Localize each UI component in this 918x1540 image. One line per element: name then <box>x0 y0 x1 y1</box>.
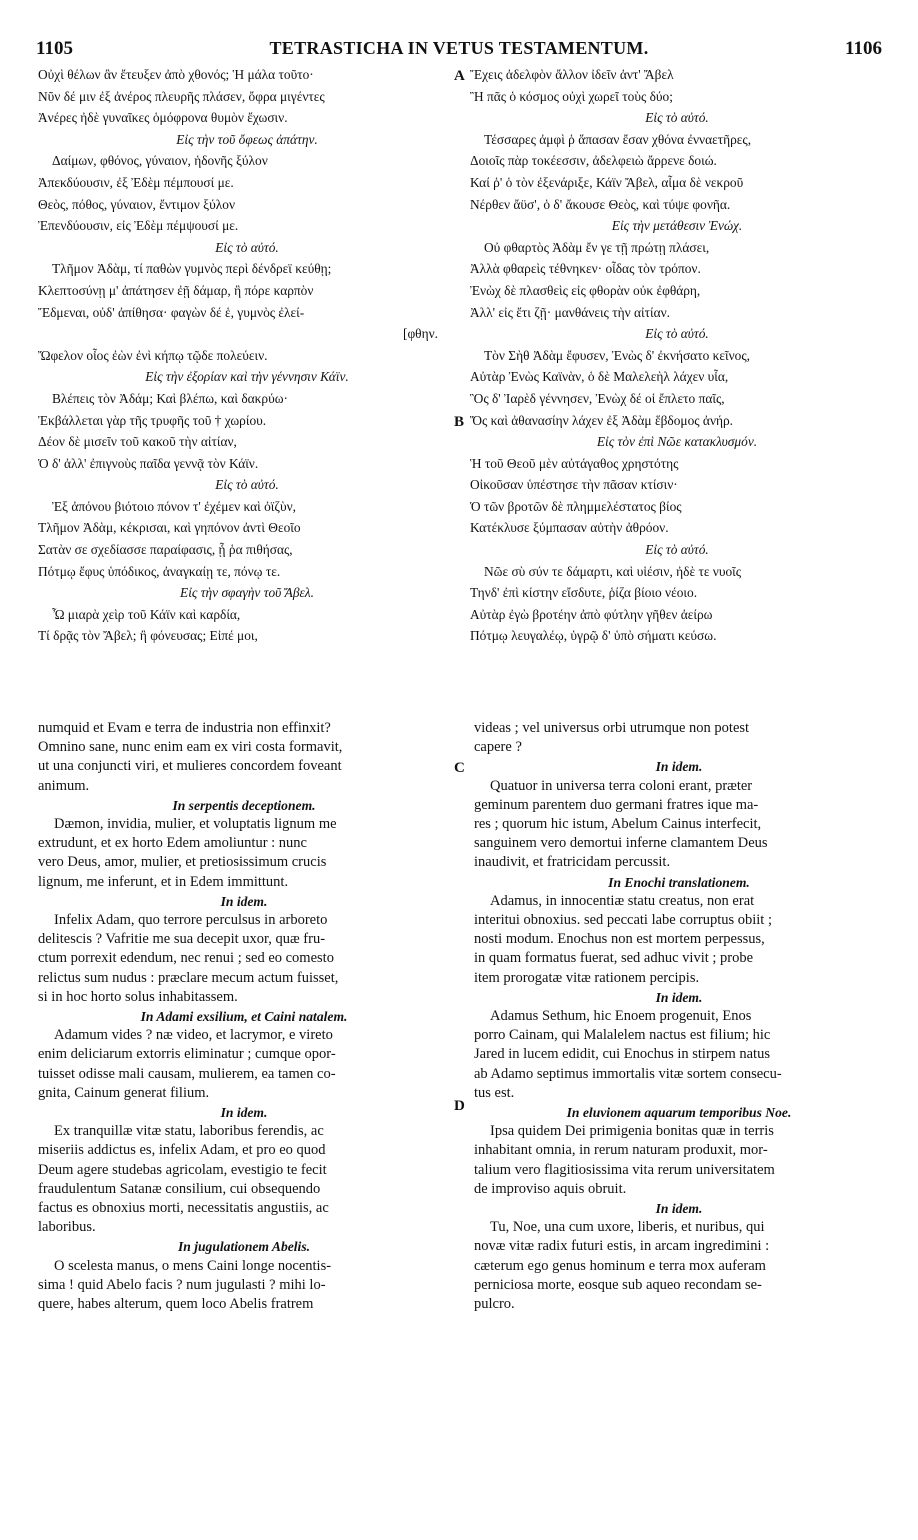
text-line: nosti modum. Enochus non est mortem perpessus, <box>474 931 765 948</box>
text-line: Οὐχὶ θέλων ἂν ἔτευξεν ἀπὸ χθονός; Ἡ μάλα τοῦτο· <box>38 67 314 82</box>
text-line: Ὁ τῶν βροτῶν δὲ πλημμελέστατος βίος <box>470 498 682 514</box>
page-number-left: 1105 <box>36 38 73 59</box>
text-line: talium vero flagitiosissima vita rerum universitatem <box>474 1161 775 1178</box>
text-line: Θεὸς, πόθος, γύναιον, ἔντιμον ξύλον <box>38 196 235 212</box>
text-line: Τί δρᾷς τὸν Ἄβελ; ἢ φόνευσας; Εἰπέ μοι, <box>38 628 258 644</box>
page-number-right: 1106 <box>845 38 882 59</box>
text-line: Τὸν Σὴθ Ἀδὰμ ἔφυσεν, Ἐνὼς δ' ἐκνήσατο κεῖνος, <box>484 347 750 363</box>
paragraph-first-line: Dæmon, invidia, mulier, et voluptatis lignum me <box>54 816 337 833</box>
text-line: Ἔχεις ἀδελφὸν ἄλλον ἰδεῖν ἀντ' Ἄβελ <box>470 67 674 82</box>
text-line: relictus sum nudus : præclare mecum actum fuisset, <box>38 969 339 986</box>
section-heading: In idem. <box>220 893 268 909</box>
section-heading: In serpentis deceptionem. <box>172 797 316 813</box>
text-line: extrudunt, et ex horto Edem amoliuntur : nunc <box>38 835 307 852</box>
column-marker-d: D <box>454 1098 465 1114</box>
text-line: sima ! quid Abelo facis ? num jugulasti ? mihi lo- <box>38 1276 326 1293</box>
paragraph-first-line: Ipsa quidem Dei primigenia bonitas quæ in terris <box>490 1123 774 1140</box>
text-line: numquid et Evam e terra de industria non effinxit? <box>38 720 331 736</box>
text-line: Ὁ δ' ἀλλ' ἐπιγνοὺς παῖδα γεννᾷ τὸν Κάϊν. <box>38 455 259 471</box>
text-line: ctum porrexit edendum, nec renui ; sed eo comesto <box>38 950 334 967</box>
text-line: Ἀνέρες ἠδὲ γυναῖκες ὁμόφρονα θυμὸν ἔχωσιν. <box>38 110 288 126</box>
text-line: Βλέπεις τὸν Ἀδάμ; Καὶ βλέπω, καὶ δακρύω· <box>52 390 288 406</box>
text-line: Ὃς δ' Ἰαρὲδ γέννησεν, Ἐνὼχ δέ οἱ ἔπλετο παῖς, <box>470 390 725 406</box>
text-line: [φθην. <box>402 326 438 342</box>
text-line: fraudulentum Satanæ consilium, cui obsequendo <box>38 1180 321 1197</box>
text-line: Αὐτὰρ ἐγὼ βροτέην ἀπὸ φύτλην γῆθεν ἀείρω <box>470 606 713 622</box>
section-heading: Εἰς τὸν ἐπὶ Νῶε κατακλυσμόν. <box>596 434 758 450</box>
section-heading: Εἰς τὴν τοῦ ὄφεως ἀπάτην. <box>176 131 318 147</box>
text-line: videas ; vel universus orbi utrumque non potest <box>474 720 750 736</box>
paragraph-first-line: Tu, Noe, una cum uxore, liberis, et nuribus, qui <box>490 1219 765 1236</box>
section-heading: In idem. <box>220 1105 268 1121</box>
text-line: pulcro. <box>474 1296 515 1313</box>
text-line: Δαίμων, φθόνος, γύναιον, ἡδονῆς ξύλον <box>52 153 268 169</box>
text-line: Τηνδ' ἐπὶ κίστην εἴσδυτε, ῥίζα βίοιο νέοιο. <box>470 585 698 601</box>
text-line: delitescis ? Vafritie me sua decepit uxor, quæ fru- <box>38 931 326 948</box>
section-heading: Εἰς τὸ αὐτό. <box>215 477 279 493</box>
text-line: res ; quorum hic istum, Abelum Cainus interfecit, <box>474 816 762 833</box>
text-line: Νέρθεν ἄϋσ', ὁ δ' ἄκουσε Θεὸς, καὶ τύψε φονῆα. <box>470 196 731 212</box>
paragraph-first-line: O scelesta manus, o mens Caini longe nocentis- <box>54 1257 332 1274</box>
text-line: enim deliciarum extorris eliminatur ; cumque opor- <box>38 1046 336 1063</box>
text-line: Ὅς καὶ ἀθανασίην λάχεν ἐξ Ἀδὰμ ἕβδομος ἀνήρ. <box>470 412 734 428</box>
section-heading: Εἰς τὸ αὐτό. <box>215 239 279 255</box>
text-line: Ἐνὼχ δὲ πλασθεὶς εἰς φθορὰν οὐκ ἐφθάρη, <box>470 282 701 298</box>
paragraph-first-line: Ex tranquillæ vitæ statu, laboribus ferendis, ac <box>54 1123 324 1140</box>
paragraph-first-line: Adamum vides ? næ video, et lacrymor, e vireto <box>54 1027 333 1044</box>
paragraph-first-line: Adamus, in innocentiæ statu creatus, non erat <box>490 892 755 909</box>
text-line: Omnino sane, nunc enim eam ex viri costa formavit, <box>38 739 343 756</box>
section-heading: Εἰς τὴν ἐξορίαν καὶ τὴν γέννησιν Κάϊν. <box>145 369 349 385</box>
text-line: Καί ῥ' ὁ τὸν ἐξενάριξε, Κάϊν Ἄβελ, αἷμα δὲ νεκροῦ <box>470 174 744 190</box>
text-line: Ἀλλὰ φθαρεὶς τέθνηκεν· οἶδας τὸν τρόπον. <box>470 261 701 277</box>
section-heading: Εἰς τὴν μετάθεσιν Ἐνώχ. <box>611 218 743 234</box>
text-line: capere ? <box>474 739 522 756</box>
section-heading: In idem. <box>655 759 703 775</box>
text-line: Ἐξ ἀπόνου βιότοιο πόνον τ' ἐχέμεν καὶ ὀϊζὺν, <box>52 498 296 514</box>
text-line: miseriis addictus es, infelix Adam, et pro eo quod <box>38 1142 326 1159</box>
text-line: sanguinem vero demortui inferne clamantem Deus <box>474 835 768 852</box>
text-line: Τλῆμον Ἀδὰμ, κέκρισαι, καὶ γηπόνον ἀντὶ Θεοῖο <box>38 520 301 536</box>
text-line: Κλεπτοσύνῃ μ' ἀπάτησεν ἐῇ δάμαρ, ἣ πόρε καρπὸν <box>38 282 314 298</box>
paragraph-first-line: Adamus Sethum, hic Enoem progenuit, Enos <box>490 1008 752 1025</box>
text-line: ab Adamo septimus immortalis vitæ sortem consecu- <box>474 1065 782 1082</box>
text-line: Ἀλλ' εἰς ἔτι ζῇ· μανθάνεις τὴν αἰτίαν. <box>470 304 671 320</box>
section-heading: Εἰς τὸ αὐτό. <box>645 326 709 342</box>
text-line: tuisset odisse mali causam, mulierem, ea tamen co- <box>38 1065 336 1082</box>
greek-column-left <box>38 64 456 647</box>
text-line: inhabitant omnia, in rerum naturam produxit, mor- <box>474 1142 768 1159</box>
text-line: Ἐκβάλλεται γὰρ τῆς τρυφῆς τοῦ † χωρίου. <box>38 412 267 428</box>
text-line: porro Cainam, qui Malalelem nactus est filium; hic <box>474 1027 771 1044</box>
text-line: Πότμῳ λευγαλέῳ, ὑγρῷ δ' ὑπὸ σήματι κεύσω. <box>470 628 717 644</box>
section-heading: Εἰς τὸ αὐτό. <box>645 110 709 126</box>
text-line: Δέον δὲ μισεῖν τοῦ κακοῦ τὴν αἰτίαν, <box>38 434 237 450</box>
text-line: tus est. <box>474 1084 515 1101</box>
text-line: Νῶε σὺ σύν τε δάμαρτι, καὶ υἱέσιν, ἠδὲ τε νυοῖς <box>484 563 742 579</box>
text-line: lignum, me inferunt, et in Edem immittunt. <box>38 873 289 890</box>
text-line: factus es obnoxius morti, necessitatis angustiis, ac <box>38 1200 329 1217</box>
running-title: TETRASTICHA IN VETUS TESTAMENTUM. <box>269 38 649 58</box>
text-line: item prorogatæ vitæ rationem percipis. <box>474 969 700 986</box>
text-line: cæterum ego genus hominum e terra mox auferam <box>474 1257 766 1274</box>
text-line: animum. <box>38 777 90 794</box>
section-heading: In eluvionem aquarum temporibus Noe. <box>566 1105 792 1121</box>
section-heading: In idem. <box>655 989 703 1005</box>
text-line: Οἰκοῦσαν ὑπέστησε τὴν πᾶσαν κτίσιν· <box>470 477 678 493</box>
text-line: si in hoc horto solus inhabitassem. <box>38 988 238 1005</box>
column-marker-b: B <box>454 414 465 430</box>
text-line: Ἐπενδύουσιν, εἰς Ἐδὲμ πέμψουσί με. <box>38 218 239 234</box>
latin-column-right <box>474 719 884 1314</box>
paragraph-first-line: Quatuor in universa terra coloni erant, præter <box>490 777 753 794</box>
column-marker-a: A <box>454 68 465 84</box>
text-line: Νῦν δέ μιν ἐξ ἀνέρος πλευρῆς πλάσεν, ὄφρα μιγέντες <box>38 88 325 104</box>
text-line: gnita, Cainum generat filium. <box>38 1084 210 1101</box>
text-line: Τλῆμον Ἀδὰμ, τί παθὼν γυμνὸς περὶ δένδρεϊ κεύθῃ; <box>52 261 332 277</box>
text-line: Οὐ φθαρτὸς Ἀδὰμ ἔν γε τῇ πρώτῃ πλάσει, <box>484 239 710 255</box>
text-line: Ἡ τοῦ Θεοῦ μὲν αὐτάγαθος χρηστότης <box>470 455 679 471</box>
text-line: Deum agere studebas agricolam, evestigio te fecit <box>38 1161 327 1178</box>
section-heading: In Adami exsilium, et Caini natalem. <box>140 1009 348 1025</box>
text-line: quere, habes alterum, quem loco Abelis fratrem <box>38 1296 314 1313</box>
text-line: Αὐτὰρ Ἐνὼς Καϊνὰν, ὁ δὲ Μαλελεὴλ λάχεν υἷα, <box>470 369 729 385</box>
text-line: Jared in lucem edidit, cui Enochus in stirpem natus <box>474 1046 770 1063</box>
text-line: Ὤφελον οἶος ἐὼν ἐνὶ κήπῳ τῷδε πολεύειν. <box>38 347 268 363</box>
text-line: Ἔδμεναι, οὐδ' ἀπίθησα· φαγὼν δέ ἑ, γυμνὸς ἐλεί- <box>38 304 305 320</box>
latin-column-left <box>38 719 450 1314</box>
text-line: novæ vitæ radix futuri estis, in arcam ingredimini : <box>474 1238 770 1255</box>
text-line: Σατὰν σε σχεδίασσε παραίφασις, ᾗ ῥα πιθήσας, <box>38 542 293 558</box>
text-line: Τέσσαρες ἀμφὶ ῥ ἅπασαν ἔσαν χθόνα ἐνναετῆρες, <box>484 131 752 147</box>
text-line: Ὦ μιαρὰ χεὶρ τοῦ Κάϊν καὶ καρδία, <box>52 606 241 622</box>
section-heading: In jugulationem Abelis. <box>177 1239 311 1255</box>
greek-column-right <box>470 64 884 647</box>
text-line: interitui obnoxius. sed peccati labe corruptus obiit ; <box>474 912 772 929</box>
section-heading: Εἰς τὸ αὐτό. <box>645 542 709 558</box>
text-line: perniciosa morte, eosque sub aqueo recondam se- <box>474 1276 762 1293</box>
text-line: Κατέκλυσε ξύμπασαν αὐτὴν ἀθρόον. <box>470 520 669 536</box>
text-line: geminum parentem duo germani fratres ique ma- <box>474 796 759 813</box>
text-line: Πότμῳ ἔφυς ὑπόδικος, ἀναγκαίῃ τε, πόνῳ τε. <box>38 563 281 579</box>
column-marker-c: C <box>454 760 465 776</box>
section-heading: In Enochi translationem. <box>608 874 750 890</box>
text-line: Ἀπεκδύουσιν, ἐξ Ἐδὲμ πέμπουσί με. <box>38 174 234 190</box>
text-line: Ἢ πᾶς ὁ κόσμος οὐχὶ χωρεῖ τοὺς δύο; <box>470 88 673 104</box>
text-line: ut una conjuncti viri, et mulieres concordem foveant <box>38 758 342 775</box>
text-line: vero Deus, amor, mulier, et pretiosissimum crucis <box>38 854 327 871</box>
section-heading: In idem. <box>655 1201 703 1217</box>
text-line: de improviso aquis obruit. <box>474 1180 627 1197</box>
text-line: in quam formatus fuerat, sed adhuc vivit ; probe <box>474 950 754 967</box>
page-header <box>36 38 882 60</box>
paragraph-first-line: Infelix Adam, quo terrore perculsus in arboreto <box>54 912 328 929</box>
text-line: inaudivit, et fratricidam percussit. <box>474 854 671 871</box>
section-heading: Εἰς τὴν σφαγὴν τοῦ Ἄβελ. <box>180 585 314 601</box>
text-line: laboribus. <box>38 1219 96 1236</box>
text-line: Δοιοῖς πὰρ τοκέεσσιν, ἀδελφειὼ ἄρρενε δοιώ. <box>470 153 717 169</box>
